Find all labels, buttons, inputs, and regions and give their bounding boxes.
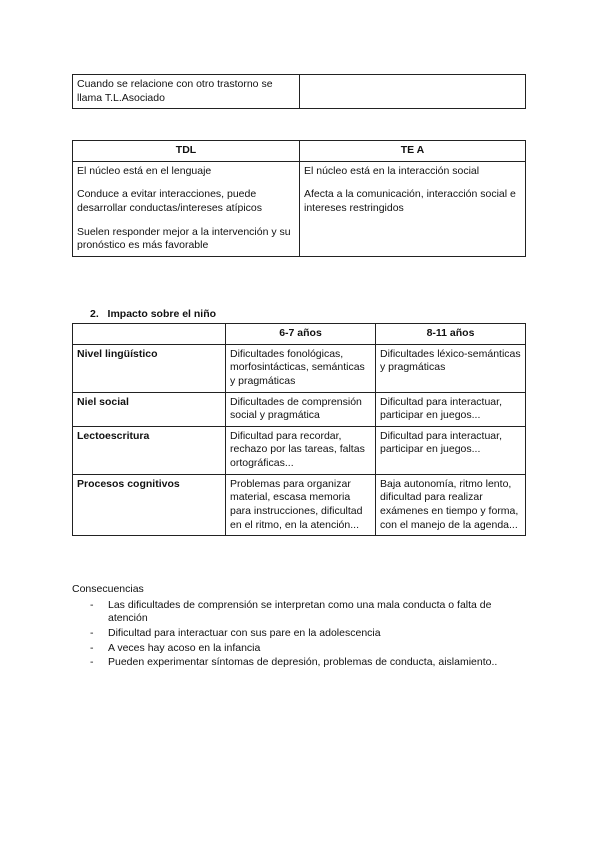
table-row — [73, 344, 526, 392]
section-number: 2. — [90, 308, 99, 320]
tdl-point: Suelen responder mejor a la intervención y su pronóstico es más favorable — [77, 225, 291, 252]
assoc-right-cell — [300, 75, 526, 109]
consequences-section — [72, 583, 532, 671]
tea-header: TE A — [300, 141, 526, 162]
tdl-point: El núcleo está en el lenguaje — [77, 164, 212, 177]
row-label: Nivel lingüístico — [73, 344, 226, 392]
tdl-tea-table — [72, 140, 526, 257]
corner-header — [73, 324, 226, 345]
table-header-row — [73, 324, 526, 345]
list-item: - Dificultad para interactuar con sus pare en la adolescencia — [72, 627, 532, 641]
tea-point: El núcleo está en la interacción social — [304, 164, 480, 177]
section-heading — [90, 308, 216, 322]
age-8-11-cell: Dificultad para interactuar, participar en juegos... — [376, 426, 526, 474]
table-row — [73, 392, 526, 426]
table-row — [73, 474, 526, 536]
age-8-11-header: 8-11 años — [376, 324, 526, 345]
age-8-11-cell: Baja autonomía, ritmo lento, dificultad para realizar exámenes en tiempo y forma, con el manejo de la agenda... — [376, 474, 526, 536]
row-label: Lectoescritura — [73, 426, 226, 474]
list-item: - Las dificultades de comprensión se interpretan como una mala conducta o falta de atención — [72, 599, 532, 626]
associated-disorder-table — [72, 74, 526, 109]
row-label: Procesos cognitivos — [73, 474, 226, 536]
table-row — [73, 75, 526, 109]
tdl-header: TDL — [73, 141, 300, 162]
age-6-7-cell: Dificultad para recordar, rechazo por las tareas, faltas ortográficas... — [226, 426, 376, 474]
consequences-list — [72, 599, 532, 670]
age-6-7-cell: Dificultades de comprensión social y pragmática — [226, 392, 376, 426]
tdl-cell — [73, 161, 300, 256]
age-6-7-cell: Problemas para organizar material, escasa memoria para instrucciones, dificultad en el ritmo, en la atención... — [226, 474, 376, 536]
age-6-7-cell: Dificultades fonológicas, morfosintácticas, semánticas y pragmáticas — [226, 344, 376, 392]
list-item: - Pueden experimentar síntomas de depresión, problemas de conducta, aislamiento.. — [72, 656, 532, 670]
table-row — [73, 426, 526, 474]
row-label: Niel social — [73, 392, 226, 426]
table-header-row — [73, 141, 526, 162]
table-row — [73, 161, 526, 256]
section-title: Impacto sobre el niño — [107, 308, 217, 320]
consequences-heading: Consecuencias — [72, 583, 144, 595]
tea-point: Afecta a la comunicación, interacción social e intereses restringidos — [304, 188, 516, 214]
tdl-point: Conduce a evitar interacciones, puede desarrollar conductas/intereses atípicos — [77, 188, 263, 214]
tea-cell — [300, 161, 526, 256]
list-item: - A veces hay acoso en la infancia — [72, 642, 532, 656]
impact-table — [72, 323, 526, 536]
age-8-11-cell: Dificultades léxico-semánticas y pragmáticas — [376, 344, 526, 392]
age-6-7-header: 6-7 años — [226, 324, 376, 345]
age-8-11-cell: Dificultad para interactuar, participar en juegos... — [376, 392, 526, 426]
assoc-left-cell: Cuando se relacione con otro trastorno se llama T.L.Asociado — [73, 75, 300, 109]
